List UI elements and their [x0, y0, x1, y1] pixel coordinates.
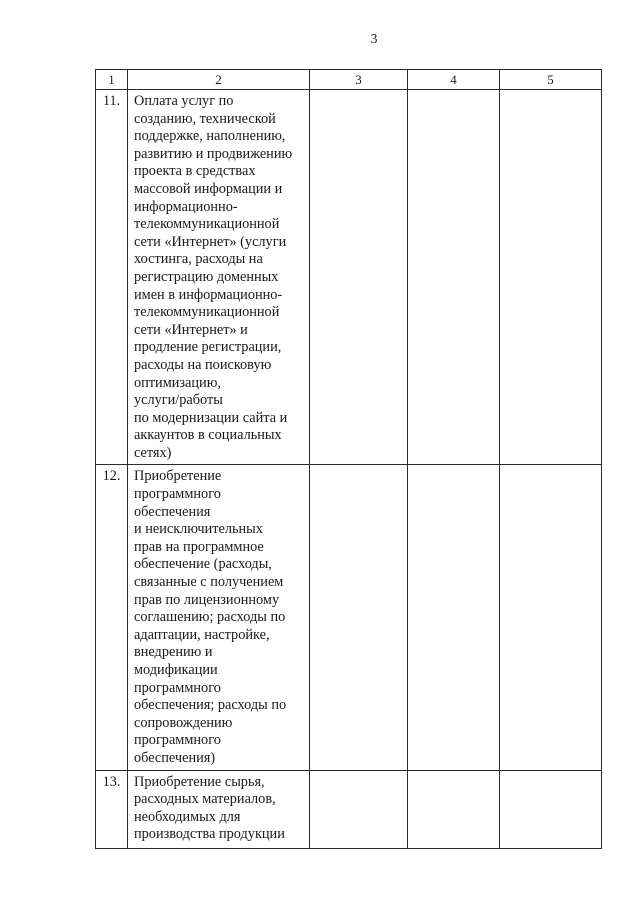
row-number: 11. [96, 90, 128, 465]
row-cell-4 [408, 770, 500, 848]
row-cell-3 [310, 90, 408, 465]
row-description: Приобретение сырья, расходных материалов, необходимых для производства продукции [128, 770, 310, 848]
table-row [96, 465, 602, 770]
row-cell-3 [310, 465, 408, 770]
data-table [95, 69, 602, 849]
row-description: Оплата услуг по созданию, технической поддержке, наполнению, развитию и продвижению проекта в средствах массовой информации и информационно- телекоммуникационной сети «Интернет» (услуги хостинга, расходы на регистрацию доменных имен в информационно- телекоммуникационной сети «Интернет» и продление регистрации, расходы на поисковую оптимизацию, услуги/работы по модернизации сайта и аккаунтов в социальных сетях) [128, 90, 310, 465]
row-cell-5 [500, 770, 602, 848]
table-row [96, 770, 602, 848]
column-header-4: 4 [408, 70, 500, 90]
row-cell-4 [408, 90, 500, 465]
row-number: 12. [96, 465, 128, 770]
row-number: 13. [96, 770, 128, 848]
row-cell-3 [310, 770, 408, 848]
row-description: Приобретение программного обеспечения и неисключительных прав на программное обеспечение (расходы, связанные с получением прав по лицензионному соглашению; расходы по адаптации, настройке, внедрению и модификации программного обеспечения; расходы по сопровождению программного обеспечения) [128, 465, 310, 770]
page-number: 3 [370, 32, 378, 47]
row-cell-5 [500, 90, 602, 465]
column-header-2: 2 [128, 70, 310, 90]
row-cell-5 [500, 465, 602, 770]
row-cell-4 [408, 465, 500, 770]
column-header-5: 5 [500, 70, 602, 90]
table-header-row [96, 70, 602, 90]
table-row [96, 90, 602, 465]
column-header-3: 3 [310, 70, 408, 90]
column-header-1: 1 [96, 70, 128, 90]
